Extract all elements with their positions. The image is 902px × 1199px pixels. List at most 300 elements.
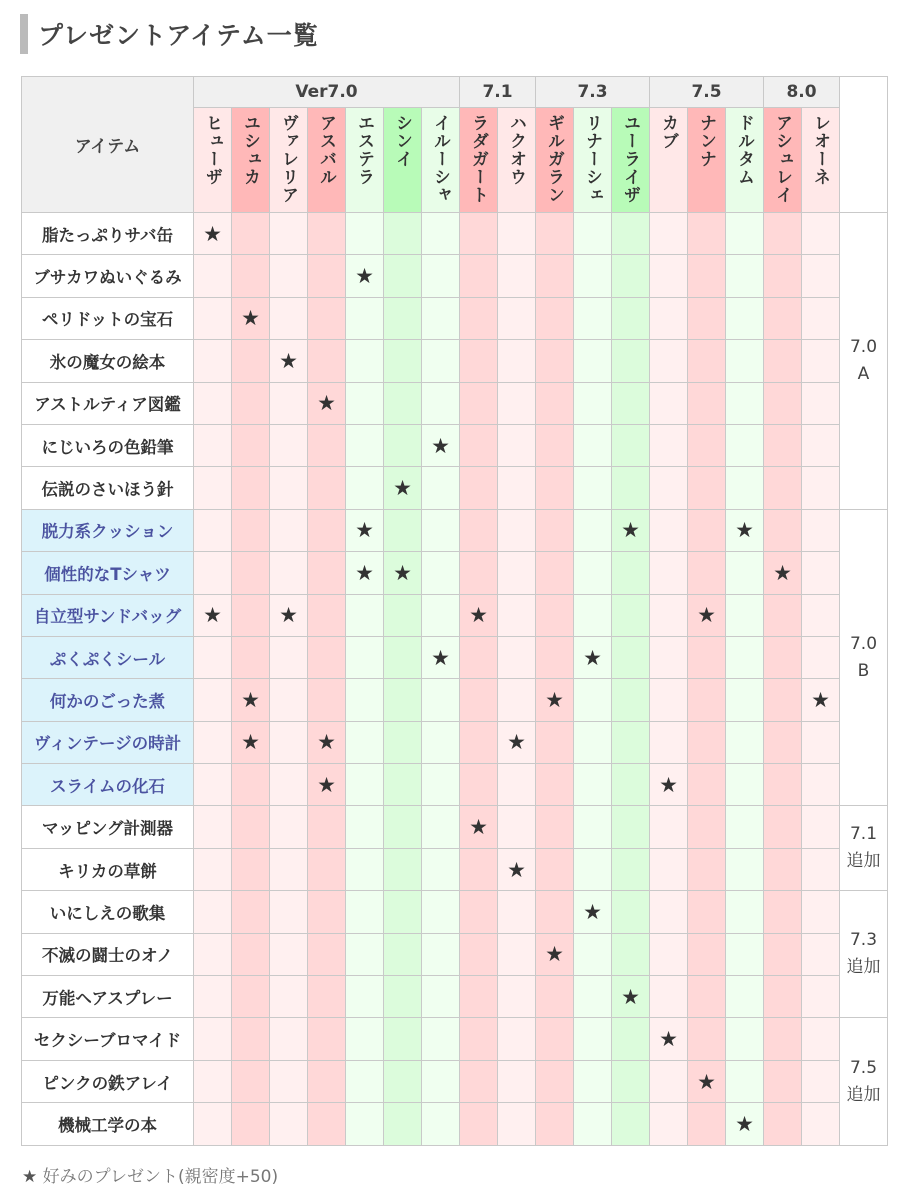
- empty-cell: [536, 552, 574, 594]
- star-icon: ★: [232, 679, 270, 721]
- empty-cell: [802, 382, 840, 424]
- present-table: [21, 76, 888, 1146]
- empty-cell: [270, 891, 308, 933]
- empty-cell: [498, 1018, 536, 1060]
- empty-cell: [308, 340, 346, 382]
- empty-cell: [536, 467, 574, 509]
- empty-cell: [194, 382, 232, 424]
- item-name: 機械工学の本: [22, 1103, 194, 1145]
- empty-cell: [802, 976, 840, 1018]
- empty-cell: [460, 764, 498, 806]
- empty-cell: [422, 848, 460, 890]
- empty-cell: [194, 976, 232, 1018]
- empty-cell: [384, 848, 422, 890]
- empty-cell: [688, 721, 726, 763]
- empty-cell: [232, 424, 270, 466]
- empty-cell: [536, 848, 574, 890]
- character-name: ナンナ: [696, 114, 716, 168]
- empty-cell: [574, 340, 612, 382]
- empty-cell: [346, 636, 384, 678]
- empty-cell: [232, 933, 270, 975]
- table-row: [22, 424, 888, 466]
- table-row: [22, 891, 888, 933]
- empty-cell: [536, 636, 574, 678]
- empty-cell: [764, 806, 802, 848]
- empty-cell: [650, 721, 688, 763]
- star-icon: ★: [232, 297, 270, 339]
- table-row: [22, 933, 888, 975]
- empty-cell: [194, 424, 232, 466]
- item-name: セクシーブロマイド: [22, 1018, 194, 1060]
- table-row: [22, 340, 888, 382]
- empty-cell: [688, 891, 726, 933]
- star-icon: ★: [232, 721, 270, 763]
- empty-cell: [574, 424, 612, 466]
- empty-cell: [308, 297, 346, 339]
- group-kind: A: [857, 363, 870, 384]
- empty-cell: [422, 1018, 460, 1060]
- empty-cell: [498, 424, 536, 466]
- star-icon: ★: [308, 721, 346, 763]
- table-row: [22, 764, 888, 806]
- character-header: [346, 108, 384, 213]
- legend: [22, 1162, 278, 1187]
- star-icon: ★: [764, 552, 802, 594]
- empty-cell: [802, 848, 840, 890]
- empty-cell: [802, 1060, 840, 1102]
- empty-cell: [194, 1103, 232, 1145]
- empty-cell: [802, 297, 840, 339]
- empty-cell: [764, 636, 802, 678]
- star-icon: ★: [460, 594, 498, 636]
- empty-cell: [194, 679, 232, 721]
- empty-cell: [422, 764, 460, 806]
- empty-cell: [346, 213, 384, 255]
- version-header: 7.1: [460, 77, 536, 108]
- empty-cell: [536, 382, 574, 424]
- item-name: 脂たっぷりサバ缶: [22, 213, 194, 255]
- empty-cell: [384, 213, 422, 255]
- empty-cell: [460, 467, 498, 509]
- empty-cell: [650, 806, 688, 848]
- empty-cell: [688, 636, 726, 678]
- character-name: カブ: [658, 114, 678, 150]
- empty-cell: [726, 721, 764, 763]
- empty-cell: [460, 424, 498, 466]
- empty-cell: [498, 679, 536, 721]
- empty-cell: [194, 297, 232, 339]
- group-version: 7.5: [849, 1057, 878, 1078]
- empty-cell: [460, 1018, 498, 1060]
- empty-cell: [612, 1060, 650, 1102]
- star-icon: ★: [194, 594, 232, 636]
- item-name: ブサカワぬいぐるみ: [22, 255, 194, 297]
- empty-cell: [612, 1018, 650, 1060]
- empty-cell: [460, 679, 498, 721]
- empty-cell: [650, 213, 688, 255]
- empty-cell: [308, 636, 346, 678]
- empty-cell: [422, 297, 460, 339]
- empty-cell: [726, 255, 764, 297]
- star-icon: ★: [346, 255, 384, 297]
- star-icon: ★: [498, 848, 536, 890]
- character-name: ヒューザ: [202, 114, 222, 186]
- character-name: イルーシャ: [430, 114, 450, 204]
- star-icon: ★: [650, 764, 688, 806]
- empty-cell: [612, 552, 650, 594]
- empty-cell: [536, 976, 574, 1018]
- empty-cell: [308, 891, 346, 933]
- empty-cell: [232, 636, 270, 678]
- item-name: 伝説のさいほう針: [22, 467, 194, 509]
- empty-cell: [422, 255, 460, 297]
- empty-cell: [536, 1018, 574, 1060]
- group-label: [840, 509, 888, 806]
- empty-cell: [574, 552, 612, 594]
- empty-cell: [422, 721, 460, 763]
- empty-cell: [194, 1060, 232, 1102]
- empty-cell: [650, 679, 688, 721]
- empty-cell: [308, 213, 346, 255]
- empty-cell: [574, 255, 612, 297]
- empty-cell: [612, 636, 650, 678]
- empty-cell: [422, 552, 460, 594]
- empty-cell: [270, 806, 308, 848]
- empty-cell: [232, 806, 270, 848]
- star-icon: ★: [612, 976, 650, 1018]
- empty-cell: [802, 636, 840, 678]
- character-header: [574, 108, 612, 213]
- empty-cell: [308, 848, 346, 890]
- star-icon: ★: [536, 933, 574, 975]
- character-header: [270, 108, 308, 213]
- character-name: ユシュカ: [240, 114, 260, 186]
- group-version: 7.3: [849, 930, 878, 951]
- empty-cell: [270, 933, 308, 975]
- empty-cell: [232, 848, 270, 890]
- empty-cell: [726, 552, 764, 594]
- item-name: アストルティア図鑑: [22, 382, 194, 424]
- empty-cell: [384, 382, 422, 424]
- version-header: 7.5: [650, 77, 764, 108]
- empty-cell: [194, 340, 232, 382]
- empty-cell: [688, 255, 726, 297]
- character-header: [308, 108, 346, 213]
- item-name: ぷくぷくシール: [22, 636, 194, 678]
- empty-cell: [764, 255, 802, 297]
- empty-cell: [650, 1103, 688, 1145]
- empty-cell: [460, 721, 498, 763]
- empty-cell: [194, 933, 232, 975]
- empty-cell: [460, 636, 498, 678]
- table-row: [22, 467, 888, 509]
- character-header: [384, 108, 422, 213]
- empty-cell: [536, 213, 574, 255]
- empty-cell: [422, 1103, 460, 1145]
- empty-cell: [498, 764, 536, 806]
- empty-cell: [726, 636, 764, 678]
- star-icon: ★: [422, 424, 460, 466]
- item-name: ペリドットの宝石: [22, 297, 194, 339]
- empty-cell: [612, 340, 650, 382]
- empty-cell: [650, 552, 688, 594]
- empty-cell: [726, 340, 764, 382]
- empty-cell: [498, 552, 536, 594]
- empty-cell: [726, 297, 764, 339]
- empty-cell: [688, 1103, 726, 1145]
- empty-cell: [574, 764, 612, 806]
- empty-cell: [802, 255, 840, 297]
- table-row: [22, 679, 888, 721]
- empty-cell: [764, 976, 802, 1018]
- empty-cell: [384, 764, 422, 806]
- character-header: [460, 108, 498, 213]
- table-row: [22, 213, 888, 255]
- empty-cell: [650, 424, 688, 466]
- empty-cell: [764, 721, 802, 763]
- empty-cell: [422, 467, 460, 509]
- group-kind: 追加: [846, 957, 881, 978]
- character-header: [612, 108, 650, 213]
- empty-cell: [764, 424, 802, 466]
- empty-cell: [764, 467, 802, 509]
- empty-cell: [232, 891, 270, 933]
- empty-cell: [460, 255, 498, 297]
- empty-cell: [802, 213, 840, 255]
- empty-cell: [346, 848, 384, 890]
- empty-cell: [764, 340, 802, 382]
- group-version: 7.0: [849, 633, 878, 654]
- empty-cell: [194, 255, 232, 297]
- star-icon: ★: [650, 1018, 688, 1060]
- character-header: [422, 108, 460, 213]
- empty-cell: [194, 467, 232, 509]
- item-name: ヴィンテージの時計: [22, 721, 194, 763]
- legend-text: 好みのプレゼント(親密度+50): [37, 1167, 279, 1187]
- empty-cell: [688, 1018, 726, 1060]
- empty-cell: [460, 382, 498, 424]
- empty-cell: [650, 382, 688, 424]
- empty-cell: [270, 297, 308, 339]
- empty-cell: [764, 1103, 802, 1145]
- empty-cell: [650, 509, 688, 551]
- empty-cell: [802, 1018, 840, 1060]
- empty-cell: [460, 933, 498, 975]
- empty-cell: [802, 891, 840, 933]
- empty-cell: [764, 594, 802, 636]
- empty-cell: [460, 552, 498, 594]
- empty-cell: [764, 933, 802, 975]
- empty-cell: [612, 213, 650, 255]
- item-name: いにしえの歌集: [22, 891, 194, 933]
- empty-cell: [802, 340, 840, 382]
- empty-cell: [726, 764, 764, 806]
- star-icon: ★: [688, 594, 726, 636]
- empty-cell: [574, 213, 612, 255]
- empty-cell: [498, 976, 536, 1018]
- empty-cell: [384, 933, 422, 975]
- empty-cell: [650, 848, 688, 890]
- empty-cell: [726, 679, 764, 721]
- empty-cell: [422, 933, 460, 975]
- empty-cell: [270, 976, 308, 1018]
- empty-cell: [764, 1018, 802, 1060]
- table-row: [22, 976, 888, 1018]
- star-icon: ★: [688, 1060, 726, 1102]
- empty-cell: [346, 1060, 384, 1102]
- table-row: [22, 255, 888, 297]
- empty-cell: [422, 976, 460, 1018]
- version-header: 7.3: [536, 77, 650, 108]
- table-row: [22, 509, 888, 551]
- empty-cell: [270, 424, 308, 466]
- star-icon: ★: [612, 509, 650, 551]
- empty-cell: [764, 213, 802, 255]
- star-icon: ★: [574, 891, 612, 933]
- empty-cell: [764, 1060, 802, 1102]
- star-icon: ★: [802, 679, 840, 721]
- empty-cell: [308, 976, 346, 1018]
- empty-cell: [346, 764, 384, 806]
- empty-cell: [650, 255, 688, 297]
- group-kind: 追加: [846, 851, 881, 872]
- table-row: [22, 382, 888, 424]
- empty-cell: [498, 1103, 536, 1145]
- empty-cell: [650, 976, 688, 1018]
- empty-cell: [460, 891, 498, 933]
- empty-cell: [384, 1103, 422, 1145]
- empty-cell: [650, 891, 688, 933]
- item-name: 脱力系クッション: [22, 509, 194, 551]
- empty-cell: [270, 382, 308, 424]
- empty-cell: [308, 933, 346, 975]
- character-name: ヴァレリア: [278, 114, 298, 204]
- empty-cell: [536, 1103, 574, 1145]
- empty-cell: [194, 509, 232, 551]
- empty-cell: [498, 933, 536, 975]
- empty-cell: [688, 213, 726, 255]
- empty-cell: [688, 806, 726, 848]
- empty-cell: [574, 509, 612, 551]
- empty-cell: [650, 594, 688, 636]
- empty-cell: [764, 891, 802, 933]
- empty-cell: [346, 721, 384, 763]
- empty-cell: [536, 721, 574, 763]
- empty-cell: [688, 679, 726, 721]
- character-name: エステラ: [354, 114, 374, 186]
- empty-cell: [574, 933, 612, 975]
- empty-cell: [232, 255, 270, 297]
- empty-cell: [422, 891, 460, 933]
- table-row: [22, 552, 888, 594]
- empty-cell: [270, 1103, 308, 1145]
- empty-cell: [270, 721, 308, 763]
- empty-cell: [498, 509, 536, 551]
- empty-cell: [346, 594, 384, 636]
- table-row: [22, 806, 888, 848]
- empty-cell: [270, 679, 308, 721]
- empty-cell: [688, 764, 726, 806]
- empty-cell: [384, 721, 422, 763]
- character-name: ドルタム: [734, 114, 754, 186]
- empty-cell: [194, 721, 232, 763]
- empty-cell: [688, 848, 726, 890]
- empty-cell: [802, 764, 840, 806]
- empty-cell: [536, 509, 574, 551]
- empty-cell: [536, 764, 574, 806]
- empty-cell: [498, 806, 536, 848]
- empty-cell: [270, 636, 308, 678]
- empty-cell: [802, 594, 840, 636]
- empty-cell: [498, 594, 536, 636]
- empty-cell: [802, 806, 840, 848]
- empty-cell: [536, 594, 574, 636]
- character-name: シンイ: [392, 114, 412, 168]
- empty-cell: [346, 467, 384, 509]
- empty-cell: [384, 424, 422, 466]
- empty-cell: [460, 340, 498, 382]
- item-name: ピンクの鉄アレイ: [22, 1060, 194, 1102]
- table-row: [22, 1018, 888, 1060]
- character-name: リナーシェ: [582, 114, 602, 204]
- empty-cell: [688, 976, 726, 1018]
- empty-cell: [346, 891, 384, 933]
- star-icon: ★: [270, 340, 308, 382]
- item-column-header: アイテム: [22, 77, 194, 213]
- table-row: [22, 1060, 888, 1102]
- empty-cell: [574, 721, 612, 763]
- star-icon: ★: [574, 636, 612, 678]
- empty-cell: [460, 297, 498, 339]
- empty-cell: [460, 1060, 498, 1102]
- version-header: 8.0: [764, 77, 840, 108]
- empty-cell: [422, 382, 460, 424]
- group-label: [840, 1018, 888, 1145]
- empty-cell: [308, 1103, 346, 1145]
- star-icon: ★: [498, 721, 536, 763]
- empty-cell: [384, 806, 422, 848]
- empty-cell: [270, 509, 308, 551]
- table-row: [22, 1103, 888, 1145]
- empty-cell: [536, 1060, 574, 1102]
- empty-cell: [384, 297, 422, 339]
- empty-cell: [612, 467, 650, 509]
- empty-cell: [574, 467, 612, 509]
- star-icon: ★: [270, 594, 308, 636]
- empty-cell: [802, 424, 840, 466]
- table-row: [22, 721, 888, 763]
- empty-cell: [612, 297, 650, 339]
- empty-cell: [498, 1060, 536, 1102]
- empty-cell: [346, 1018, 384, 1060]
- empty-cell: [232, 467, 270, 509]
- character-header: [498, 108, 536, 213]
- empty-cell: [650, 1060, 688, 1102]
- empty-cell: [802, 509, 840, 551]
- empty-cell: [232, 594, 270, 636]
- heading-accent-bar: [20, 14, 28, 54]
- empty-cell: [650, 933, 688, 975]
- group-label: [840, 213, 888, 510]
- empty-cell: [346, 976, 384, 1018]
- empty-cell: [346, 424, 384, 466]
- empty-cell: [194, 552, 232, 594]
- empty-cell: [194, 848, 232, 890]
- empty-cell: [384, 679, 422, 721]
- empty-cell: [270, 467, 308, 509]
- empty-cell: [612, 594, 650, 636]
- character-header: [802, 108, 840, 213]
